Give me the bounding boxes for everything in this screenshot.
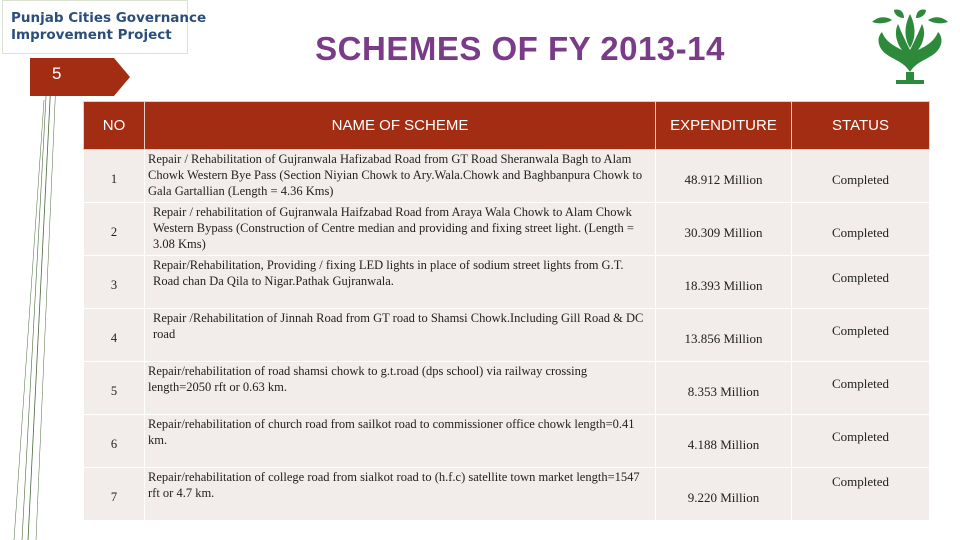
row-status-cell (792, 362, 930, 415)
row-no-cell (84, 203, 145, 256)
column-header-expenditure: EXPENDITURE (656, 102, 792, 150)
row-name: Repair /Rehabilitation of Jinnah Road from GT road to Shamsi Chowk.Including Gill Road & DC road (145, 309, 656, 362)
slide-number: 5 (52, 64, 62, 83)
row-no-cell (84, 362, 145, 415)
row-status-cell (792, 415, 930, 468)
row-status-cell (792, 256, 930, 309)
row-expenditure-cell (656, 150, 792, 203)
row-expenditure-cell (656, 309, 792, 362)
row-status: Completed (831, 429, 890, 444)
row-no: 3 (110, 278, 118, 292)
row-expenditure-cell (656, 415, 792, 468)
column-header-name: NAME OF SCHEME (145, 102, 656, 150)
column-header-status: STATUS (792, 102, 930, 150)
row-expenditure: 8.353 Million (687, 384, 760, 399)
row-name: Repair/Rehabilitation, Providing / fixing LED lights in place of sodium street lights from G.T. Road chan Da Qila to Nigar.Pathak Gujranwala. (145, 256, 656, 309)
row-name: Repair / rehabilitation of Gujranwala Haifzabad Road from Araya Wala Chowk to Alam Chowk Western Bypass (Construction of Centre median and providing and fixing street light. (Length = 3.08 Kms) (145, 203, 656, 256)
row-no: 5 (110, 384, 118, 398)
row-expenditure-cell (656, 256, 792, 309)
row-expenditure-cell (656, 362, 792, 415)
row-no: 1 (110, 172, 118, 186)
row-status: Completed (831, 270, 890, 285)
column-header-no: NO (84, 102, 145, 150)
row-no: 6 (110, 437, 118, 451)
table-row (84, 309, 930, 362)
row-no: 2 (110, 225, 118, 239)
row-status: Completed (831, 323, 890, 338)
row-expenditure: 48.912 Million (684, 172, 763, 187)
row-status-cell (792, 468, 930, 521)
row-status: Completed (831, 172, 890, 187)
table-row (84, 256, 930, 309)
row-no-cell (84, 468, 145, 521)
row-status: Completed (831, 225, 890, 240)
logo-line-2: Improvement Project (11, 27, 172, 43)
row-no-cell (84, 256, 145, 309)
row-status: Completed (831, 474, 890, 489)
pcgip-logo (2, 0, 207, 54)
row-expenditure: 9.220 Million (687, 490, 760, 505)
row-status-cell (792, 309, 930, 362)
schemes-table (83, 101, 930, 521)
row-expenditure: 13.856 Million (684, 331, 763, 346)
logo-line-1: Punjab Cities Governance (11, 10, 207, 26)
punjab-emblem-icon (864, 2, 956, 88)
slide-number-tag (30, 58, 130, 96)
table-row (84, 468, 930, 521)
table-row (84, 362, 930, 415)
logo-text (11, 10, 206, 44)
row-status-cell (792, 150, 930, 203)
row-expenditure: 4.188 Million (687, 437, 760, 452)
row-name: Repair/rehabilitation of college road from sialkot road to (h.f.c) satellite town market length=1547 rft or 4.7 km. (145, 468, 656, 521)
row-no-cell (84, 415, 145, 468)
row-name: Repair / Rehabilitation of Gujranwala Hafizabad Road from GT Road Sheranwala Bagh to Alam Chowk Western Bye Pass (Section Niyian Chowk to Ary.Wala.Chowk and Baghbanpura Chowk to Gala Gartallian (Length = 4.36 Kms) (145, 150, 656, 203)
row-name: Repair/rehabilitation of church road from sailkot road to commissioner office chowk length=0.41 km. (145, 415, 656, 468)
page-title: SCHEMES OF FY 2013-14 (315, 30, 725, 67)
row-no-cell (84, 309, 145, 362)
row-no: 4 (110, 331, 118, 345)
row-status-cell (792, 203, 930, 256)
row-expenditure-cell (656, 203, 792, 256)
row-expenditure: 30.309 Million (684, 225, 763, 240)
table-header-row (84, 102, 930, 150)
table-row (84, 415, 930, 468)
row-name: Repair/rehabilitation of road shamsi chowk to g.t.road (dps school) via railway crossing length=2050 rft or 0.63 km. (145, 362, 656, 415)
row-status: Completed (831, 376, 890, 391)
table-row (84, 150, 930, 203)
row-no-cell (84, 150, 145, 203)
row-expenditure: 18.393 Million (684, 278, 763, 293)
table-row (84, 203, 930, 256)
row-expenditure-cell (656, 468, 792, 521)
row-no: 7 (110, 490, 118, 504)
